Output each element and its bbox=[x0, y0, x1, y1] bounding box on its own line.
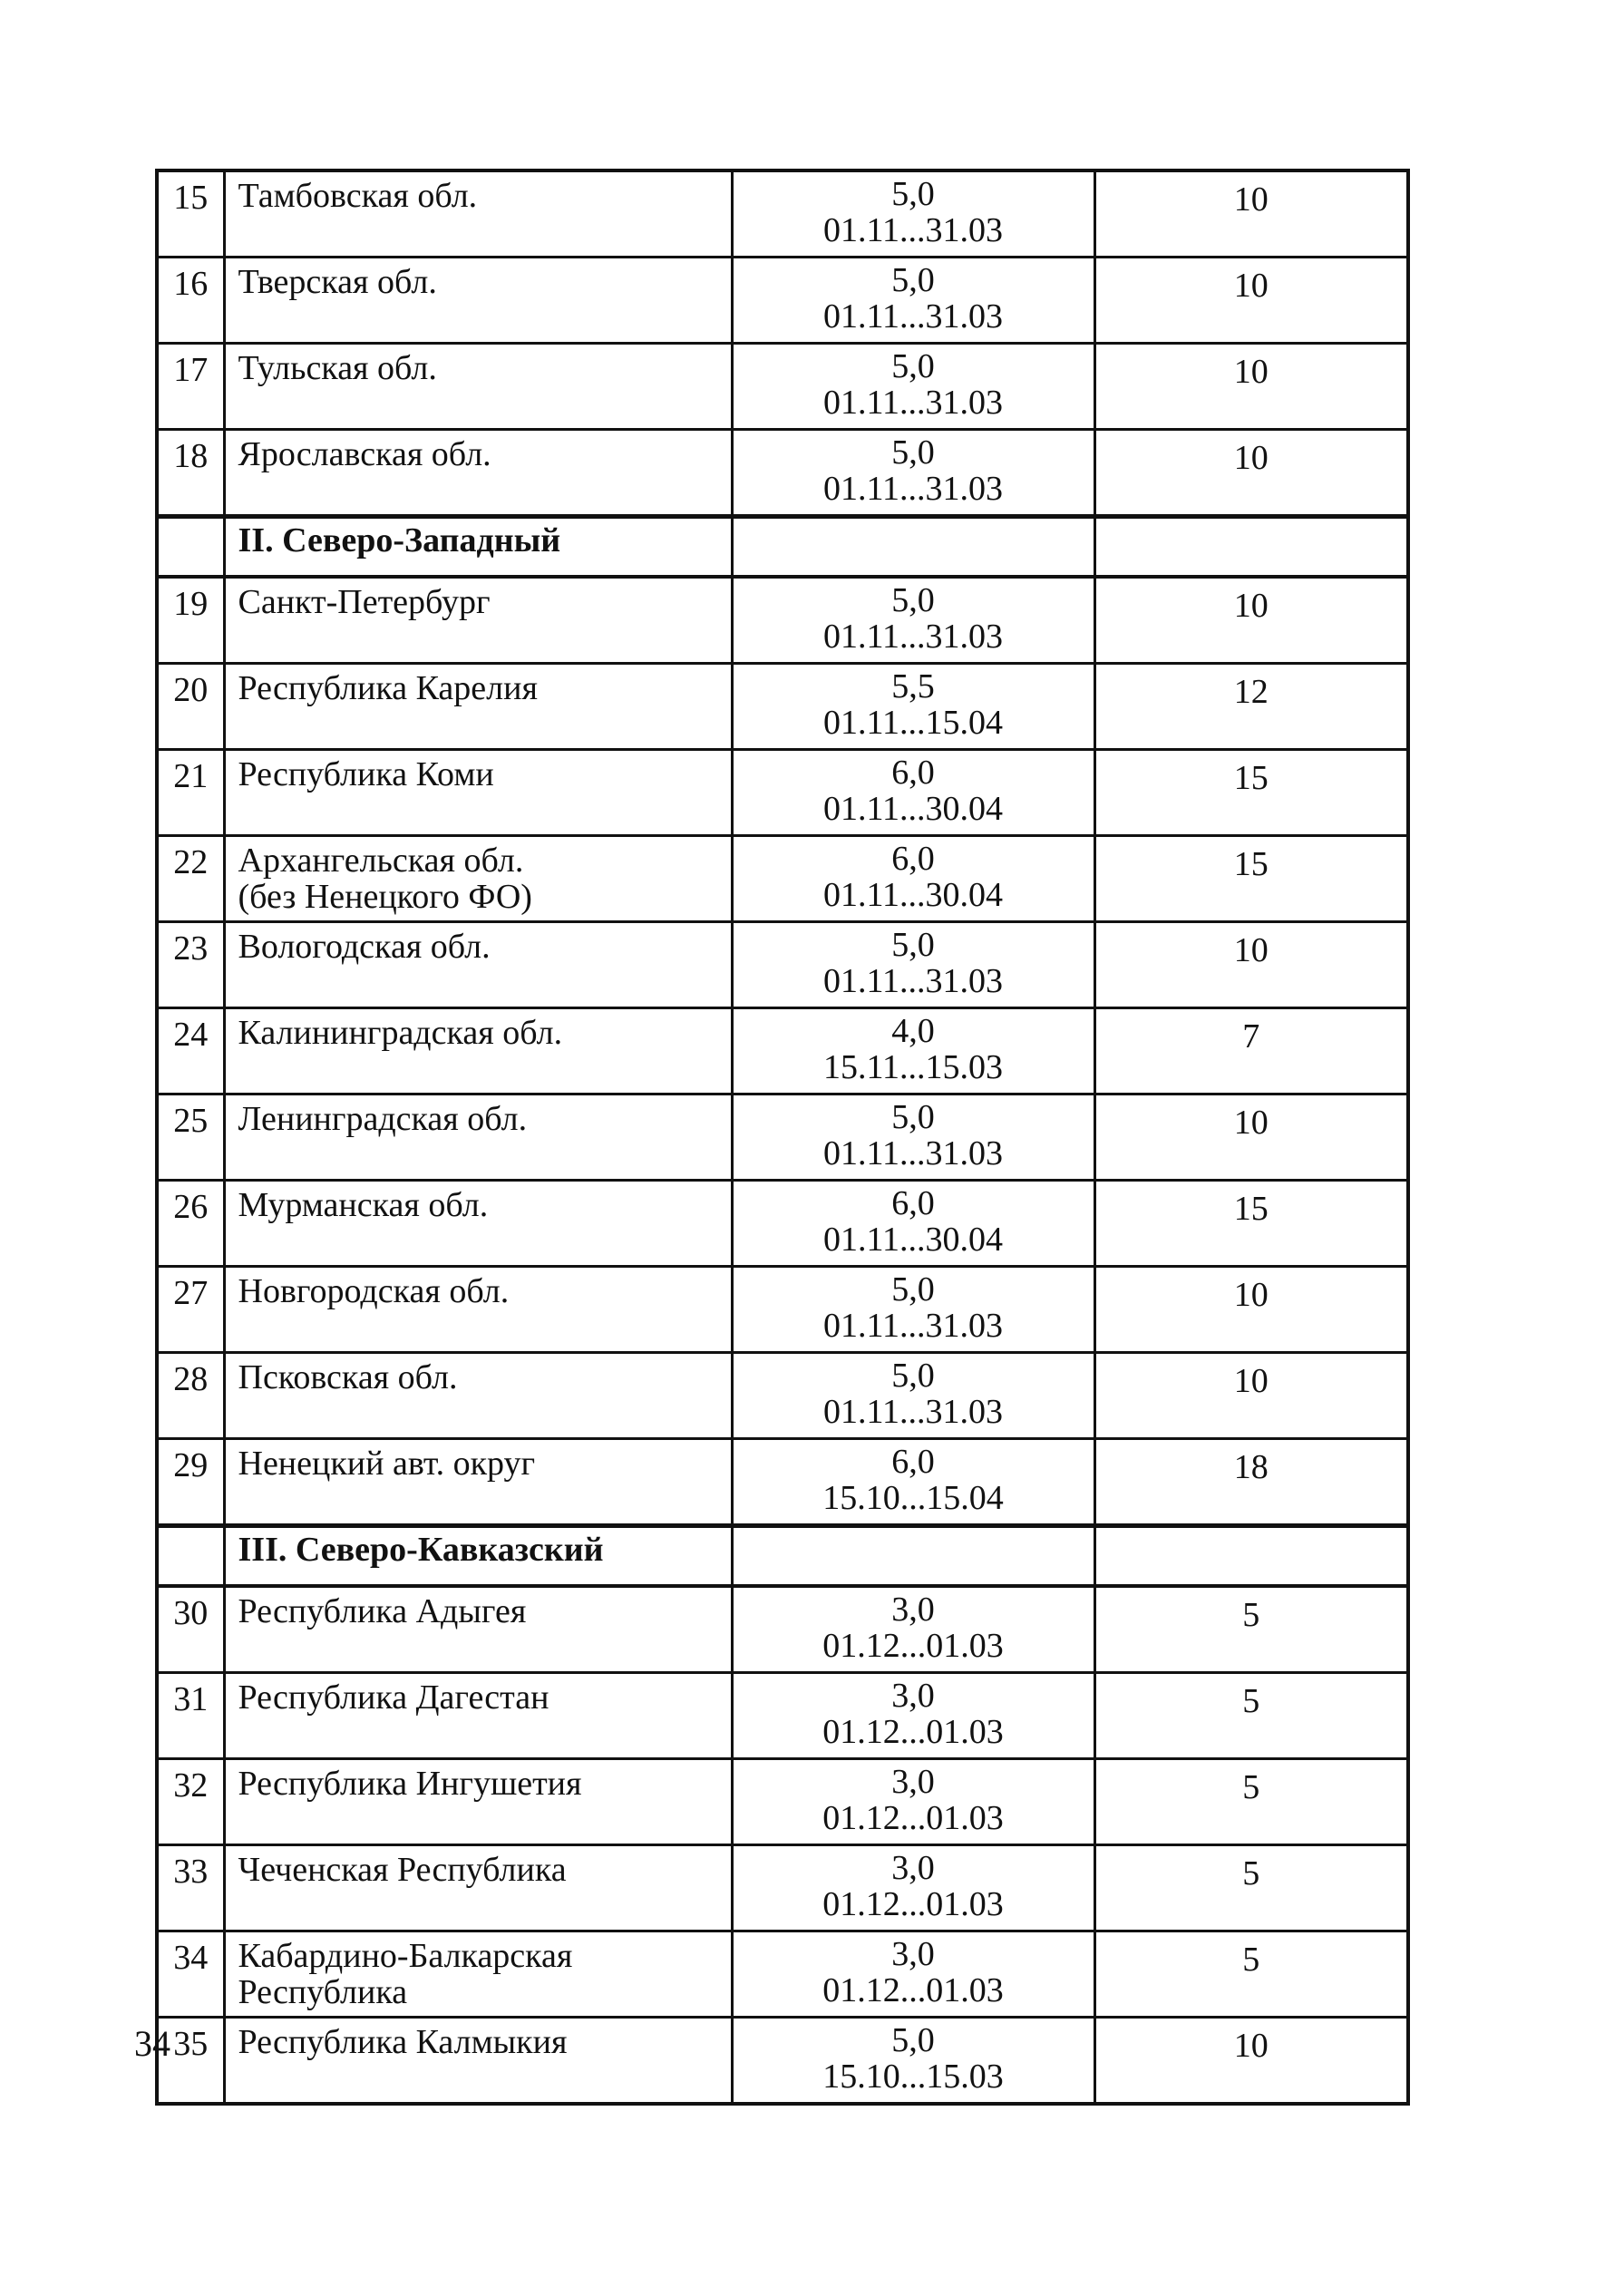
row-number: 32 bbox=[157, 1759, 224, 1845]
value-cell bbox=[732, 922, 1094, 1008]
period: 15.10...15.03 bbox=[822, 2058, 1004, 2096]
period: 01.11...31.03 bbox=[822, 211, 1004, 249]
region-name-cell bbox=[224, 1181, 732, 1267]
table-row bbox=[157, 922, 1408, 1008]
table-body bbox=[157, 170, 1408, 2104]
value-cell bbox=[732, 258, 1094, 344]
days-value: 10 bbox=[1094, 922, 1408, 1008]
section-header-value-cell bbox=[732, 1526, 1094, 1587]
table-row bbox=[157, 836, 1408, 922]
region-name-cell bbox=[224, 922, 732, 1008]
value-cell bbox=[732, 1353, 1094, 1439]
days-value: 15 bbox=[1094, 750, 1408, 836]
value: 5,0 bbox=[891, 347, 935, 385]
row-number: 25 bbox=[157, 1094, 224, 1181]
region-name: Новгородская обл. bbox=[238, 1272, 510, 1310]
value-cell bbox=[732, 577, 1094, 664]
value: 5,0 bbox=[891, 1357, 935, 1395]
period: 01.11...31.03 bbox=[822, 1134, 1004, 1172]
row-number: 33 bbox=[157, 1845, 224, 1931]
table-row bbox=[157, 170, 1408, 258]
row-number: 18 bbox=[157, 430, 224, 517]
days-value: 15 bbox=[1094, 1181, 1408, 1267]
region-name: Мурманская обл. bbox=[238, 1186, 489, 1224]
period: 01.11...30.04 bbox=[822, 1221, 1004, 1259]
section-header-row bbox=[157, 1526, 1408, 1587]
period: 01.11...15.04 bbox=[822, 704, 1004, 742]
value-cell bbox=[732, 750, 1094, 836]
table-row bbox=[157, 1845, 1408, 1931]
value-cell bbox=[732, 1094, 1094, 1181]
period: 15.10...15.04 bbox=[822, 1479, 1004, 1517]
row-number: 17 bbox=[157, 344, 224, 430]
region-name-cell bbox=[224, 1586, 732, 1673]
row-number: 34 bbox=[157, 1931, 224, 2018]
region-name-cell bbox=[224, 1931, 732, 2018]
days-value: 5 bbox=[1094, 1673, 1408, 1759]
value-cell bbox=[732, 1008, 1094, 1094]
period: 01.11...31.03 bbox=[822, 618, 1004, 656]
table-row bbox=[157, 258, 1408, 344]
table-row bbox=[157, 1008, 1408, 1094]
row-number: 26 bbox=[157, 1181, 224, 1267]
region-name-cell bbox=[224, 750, 732, 836]
period: 01.11...31.03 bbox=[822, 962, 1004, 1000]
value: 5,0 bbox=[891, 261, 935, 299]
region-name: Чеченская Республика bbox=[238, 1851, 567, 1889]
region-name: Республика Дагестан bbox=[238, 1678, 549, 1717]
region-name: Ненецкий авт. округ bbox=[238, 1445, 536, 1483]
region-name: Тульская обл. bbox=[238, 349, 437, 387]
region-name-cell bbox=[224, 2018, 732, 2105]
region-name-cell bbox=[224, 1267, 732, 1353]
region-name: Вологодская обл. bbox=[238, 928, 491, 966]
days-value: 5 bbox=[1094, 1931, 1408, 2018]
region-name-cell bbox=[224, 1094, 732, 1181]
section-header-days-cell bbox=[1094, 1526, 1408, 1587]
region-name: Республика Коми bbox=[238, 755, 494, 793]
section-header-value-cell bbox=[732, 517, 1094, 578]
region-name-cell bbox=[224, 1353, 732, 1439]
table-row bbox=[157, 1931, 1408, 2018]
value-cell bbox=[732, 344, 1094, 430]
period: 01.12...01.03 bbox=[822, 1971, 1004, 2009]
days-value: 7 bbox=[1094, 1008, 1408, 1094]
period: 01.11...31.03 bbox=[822, 1393, 1004, 1431]
region-name-continuation: Республика bbox=[238, 1973, 408, 2011]
value: 3,0 bbox=[891, 1935, 935, 1973]
period: 15.11...15.03 bbox=[822, 1048, 1004, 1086]
value: 3,0 bbox=[891, 1677, 935, 1715]
days-value: 5 bbox=[1094, 1759, 1408, 1845]
period: 01.11...31.03 bbox=[822, 297, 1004, 336]
table-row bbox=[157, 1094, 1408, 1181]
days-value: 10 bbox=[1094, 1353, 1408, 1439]
region-name: Ярославская обл. bbox=[238, 435, 491, 473]
region-name: Архангельская обл. bbox=[238, 842, 524, 880]
value-cell bbox=[732, 1759, 1094, 1845]
section-header-days-cell bbox=[1094, 517, 1408, 578]
region-name-cell bbox=[224, 1439, 732, 1526]
days-value: 12 bbox=[1094, 664, 1408, 750]
section-title: II. Северо-Западный bbox=[224, 517, 732, 578]
row-number: 29 bbox=[157, 1439, 224, 1526]
period: 01.12...01.03 bbox=[822, 1627, 1004, 1665]
region-name-cell bbox=[224, 170, 732, 258]
period: 01.11...31.03 bbox=[822, 1307, 1004, 1345]
value-cell bbox=[732, 664, 1094, 750]
region-name: Республика Калмыкия bbox=[238, 2023, 568, 2061]
days-value: 10 bbox=[1094, 2018, 1408, 2105]
row-number: 35 bbox=[157, 2018, 224, 2105]
region-name-cell bbox=[224, 1008, 732, 1094]
row-number: 28 bbox=[157, 1353, 224, 1439]
section-header-row bbox=[157, 517, 1408, 578]
value: 6,0 bbox=[891, 754, 935, 792]
period: 01.11...30.04 bbox=[822, 876, 1004, 914]
days-value: 10 bbox=[1094, 170, 1408, 258]
table-row bbox=[157, 1586, 1408, 1673]
value: 5,0 bbox=[891, 1098, 935, 1136]
section-title: III. Северо-Кавказский bbox=[224, 1526, 732, 1587]
value: 5,0 bbox=[891, 1270, 935, 1309]
row-number: 24 bbox=[157, 1008, 224, 1094]
row-number: 20 bbox=[157, 664, 224, 750]
days-value: 10 bbox=[1094, 430, 1408, 517]
row-number: 22 bbox=[157, 836, 224, 922]
days-value: 5 bbox=[1094, 1586, 1408, 1673]
table-row bbox=[157, 1353, 1408, 1439]
row-number: 23 bbox=[157, 922, 224, 1008]
value: 5,0 bbox=[891, 2021, 935, 2059]
days-value: 5 bbox=[1094, 1845, 1408, 1931]
period: 01.12...01.03 bbox=[822, 1885, 1004, 1923]
days-value: 10 bbox=[1094, 1267, 1408, 1353]
region-name: Тверская обл. bbox=[238, 263, 437, 301]
value: 3,0 bbox=[891, 1849, 935, 1887]
days-value: 10 bbox=[1094, 1094, 1408, 1181]
region-name-cell bbox=[224, 258, 732, 344]
value-cell bbox=[732, 1931, 1094, 2018]
period: 01.11...30.04 bbox=[822, 790, 1004, 828]
value: 3,0 bbox=[891, 1591, 935, 1629]
row-number: 15 bbox=[157, 170, 224, 258]
value-cell bbox=[732, 1586, 1094, 1673]
regions-table bbox=[155, 169, 1410, 2106]
period: 01.11...31.03 bbox=[822, 470, 1004, 508]
section-header-num-cell bbox=[157, 517, 224, 578]
region-name: Республика Карелия bbox=[238, 669, 538, 707]
region-name-cell bbox=[224, 344, 732, 430]
region-name: Ленинградская обл. bbox=[238, 1100, 528, 1138]
value: 5,5 bbox=[891, 667, 935, 705]
value-cell bbox=[732, 170, 1094, 258]
value-cell bbox=[732, 430, 1094, 517]
value: 4,0 bbox=[891, 1012, 935, 1050]
region-name-cell bbox=[224, 577, 732, 664]
table-row bbox=[157, 430, 1408, 517]
page-number: 34 bbox=[134, 2023, 170, 2064]
region-name-cell bbox=[224, 836, 732, 922]
table-row bbox=[157, 664, 1408, 750]
value-cell bbox=[732, 1845, 1094, 1931]
value: 5,0 bbox=[891, 175, 935, 213]
row-number: 30 bbox=[157, 1586, 224, 1673]
value-cell bbox=[732, 1267, 1094, 1353]
value: 5,0 bbox=[891, 926, 935, 964]
region-name-cell bbox=[224, 1845, 732, 1931]
row-number: 21 bbox=[157, 750, 224, 836]
region-name: Калининградская обл. bbox=[238, 1014, 563, 1052]
days-value: 10 bbox=[1094, 344, 1408, 430]
value: 6,0 bbox=[891, 1443, 935, 1481]
value: 5,0 bbox=[891, 581, 935, 619]
period: 01.12...01.03 bbox=[822, 1799, 1004, 1837]
days-value: 15 bbox=[1094, 836, 1408, 922]
region-name-cell bbox=[224, 1759, 732, 1845]
value: 3,0 bbox=[891, 1763, 935, 1801]
table-row bbox=[157, 2018, 1408, 2105]
table-row bbox=[157, 750, 1408, 836]
row-number: 19 bbox=[157, 577, 224, 664]
row-number: 16 bbox=[157, 258, 224, 344]
region-name-cell bbox=[224, 1673, 732, 1759]
region-name: Кабардино-Балкарская bbox=[238, 1937, 573, 1975]
region-name: Псковская обл. bbox=[238, 1358, 458, 1396]
row-number: 31 bbox=[157, 1673, 224, 1759]
value-cell bbox=[732, 1439, 1094, 1526]
table-row bbox=[157, 1759, 1408, 1845]
region-name-continuation: (без Ненецкого ФО) bbox=[238, 878, 532, 916]
region-name: Республика Адыгея bbox=[238, 1592, 527, 1630]
region-name: Республика Ингушетия bbox=[238, 1765, 582, 1803]
value-cell bbox=[732, 1181, 1094, 1267]
region-name-cell bbox=[224, 430, 732, 517]
table-row bbox=[157, 344, 1408, 430]
days-value: 10 bbox=[1094, 258, 1408, 344]
value: 6,0 bbox=[891, 840, 935, 878]
value: 5,0 bbox=[891, 433, 935, 472]
region-name: Тамбовская обл. bbox=[238, 177, 478, 215]
days-value: 10 bbox=[1094, 577, 1408, 664]
value-cell bbox=[732, 2018, 1094, 2105]
table-row bbox=[157, 1267, 1408, 1353]
section-header-num-cell bbox=[157, 1526, 224, 1587]
days-value: 18 bbox=[1094, 1439, 1408, 1526]
table-row bbox=[157, 1439, 1408, 1526]
value-cell bbox=[732, 836, 1094, 922]
period: 01.12...01.03 bbox=[822, 1713, 1004, 1751]
table-row bbox=[157, 577, 1408, 664]
table-row bbox=[157, 1181, 1408, 1267]
value-cell bbox=[732, 1673, 1094, 1759]
region-name: Санкт-Петербург bbox=[238, 583, 491, 621]
row-number: 27 bbox=[157, 1267, 224, 1353]
value: 6,0 bbox=[891, 1184, 935, 1222]
region-name-cell bbox=[224, 664, 732, 750]
period: 01.11...31.03 bbox=[822, 384, 1004, 422]
table-row bbox=[157, 1673, 1408, 1759]
